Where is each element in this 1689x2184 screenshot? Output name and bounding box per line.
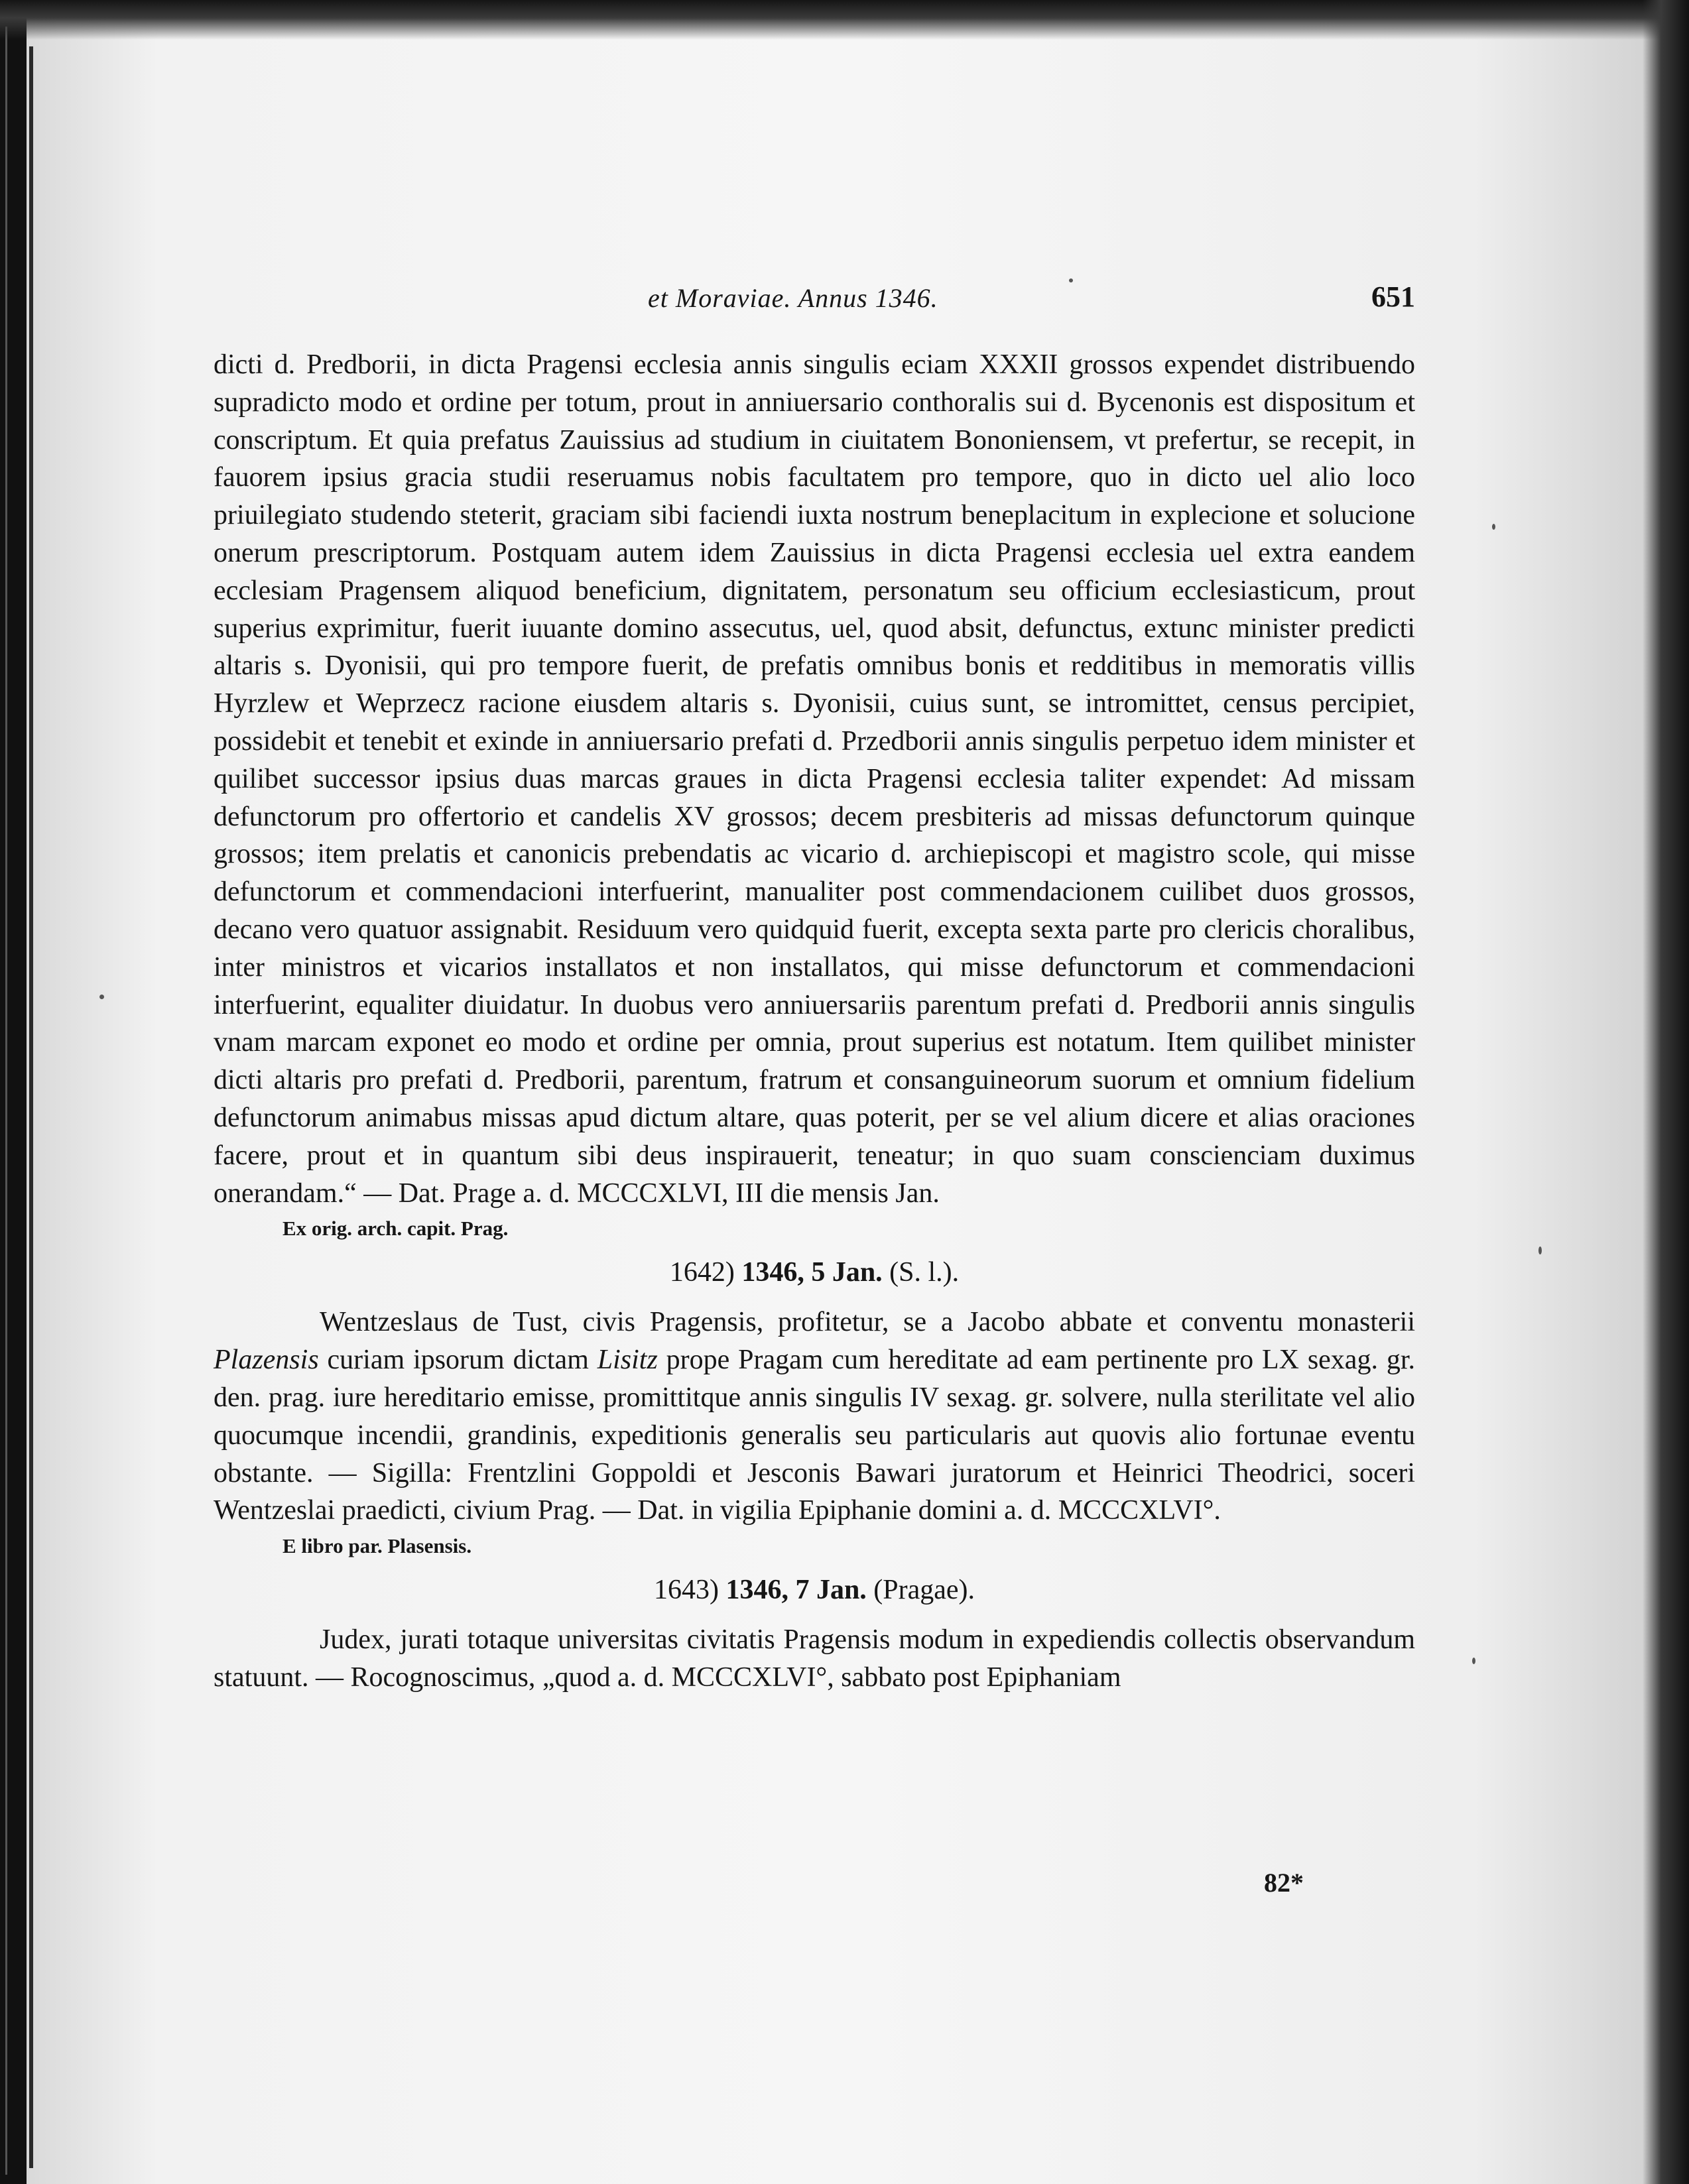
entry-text-part: curiam ipsorum dictam: [318, 1345, 597, 1376]
scan-right-shadow: [1643, 0, 1689, 2184]
running-header: [214, 277, 1415, 317]
italic-name: Plazensis: [214, 1345, 319, 1376]
scan-speck: [1492, 524, 1495, 530]
binding-edge: [29, 46, 33, 2168]
entry-text-1642: [214, 1304, 1415, 1530]
entry-number: 1642): [669, 1257, 735, 1288]
entry-date: 1346, 5 Jan.: [741, 1257, 883, 1288]
scan-speck: [1538, 1246, 1542, 1254]
scan-speck: [99, 995, 104, 999]
entry-text-part: prope Pragam cum hereditate ad eam pertinente pro LX sexag. gr. den. prag. iure hereditario emisse, promittitque annis singulis IV sexag. gr. solvere, nulla sterilitate vel alio quocumque incendii, grandinis, expeditionis generalis seu particularis aut quovis alio fortunae eventu obstante. — Sigilla: Frentzlini Goppoldi et Jesconis Bawari juratorum et Heinrici Theodrici, soceri Wentzeslai praedicti, civium Prag. — Dat. in vigilia Epiphanie domini a. d. MCCCXLVI°.: [214, 1345, 1415, 1526]
signature-mark: 82*: [1264, 1868, 1304, 1898]
entry-date: 1346, 7 Jan.: [725, 1575, 867, 1606]
entry-place: (S. l.).: [889, 1257, 960, 1288]
scan-edge-line: [5, 27, 7, 2175]
entry-number: 1643): [653, 1575, 719, 1606]
entry-heading-1643: [214, 1568, 1415, 1612]
entry-text-1643: Judex, jurati totaque universitas civitatis Pragensis modum in expediendis collectis observandum statuunt. — Rocognoscimus, „quod a. d. MCCCXLVI°, sabbato post Epiphaniam: [214, 1624, 1415, 1693]
scan-speck: [1069, 278, 1073, 282]
entry-text-part: Wentzeslaus de Tust, civis Pragensis, profitetur, se a Jacobo abbate et conventu monasterii: [320, 1307, 1415, 1338]
running-title: et Moraviae. Annus 1346.: [648, 283, 938, 313]
entry-heading-1642: [214, 1250, 1415, 1294]
source-note: E libro par. Plasensis.: [282, 1534, 472, 1558]
page-number: 651: [1371, 280, 1415, 313]
italic-name: Lisitz: [597, 1345, 658, 1376]
page-body: [214, 346, 1415, 1697]
entry-place: (Pragae).: [873, 1575, 975, 1606]
continued-paragraph: dicti d. Predborii, in dicta Pragensi ecclesia annis singulis eciam XXXII grossos expendet distribuendo supradicto modo et ordine per totum, prout in anniuersario conthoralis sui d. Bycenonis est dispositum et conscriptum. Et quia prefatus Zauissius ad studium in ciuitatem Bononiensem, vt prefertur, se recepit, in fauorem ipsius gracia studii reseruamus nobis facultatem pro tempore, quo in dicto uel alio loco priuilegiato studendo steterit, graciam sibi faciendi iuxta nostrum beneplacitum in explecione et solucione onerum prescriptorum. Postquam autem idem Zauissius in dicta Pragensi ecclesia uel extra eandem ecclesiam Pragensem aliquod beneficium, dignitatem, personatum seu officium ecclesiasticum, prout superius exprimitur, fuerit iuuante domino assecutus, uel, quod absit, defunctus, extunc minister predicti altaris s. Dyonisii, qui pro tempore fuerit, de prefatis omnibus bonis et redditibus in memoratis villis Hyrzlew et Weprzecz racione eiusdem altaris s. Dyonisii, cuius sunt, se intromittet, census percipiet, possidebit et tenebit et exinde in anniuersario prefati d. Przedborii annis singulis perpetuo idem minister et quilibet successor ipsius duas marcas graues in dicta Pragensi ecclesia taliter expendet: Ad missam defunctorum pro offertorio et candelis XV grossos; decem presbiteris ad missas defunctorum quinque grossos; item prelatis et canonicis prebendatis ac vicario d. archiepiscopi et magistro scole, qui misse defunctorum et commendacioni interfuerint, manualiter post commendacionem cuilibet duos grossos, decano vero quatuor assignabit. Residuum vero quidquid fuerit, excepta sexta parte pro clericis choralibus, inter ministros et vicarios installatos et non installatos, qui misse defunctorum et commendacioni interfuerint, equaliter diuidatur. In duobus vero anniuersariis parentum prefati d. Predborii annis singulis vnam marcam exponet eo modo et ordine per omnia, prout superius est notatum. Item quilibet minister dicti altaris pro prefati d. Predborii, parentum, fratrum et consanguineorum suorum et omnium fidelium defunctorum animabus missas apud dictum altare, quas poterit, per se vel alium dicere et alias oraciones facere, prout et in quantum sibi deus inspirauerit, teneatur; in quo suam conscienciam duximus onerandam.“ — Dat. Prage a. d. MCCCXLVI, III die mensis Jan.: [214, 349, 1415, 1209]
scan-speck: [1472, 1658, 1475, 1664]
source-note: Ex orig. arch. capit. Prag.: [282, 1217, 509, 1241]
scan-top-shadow: [0, 0, 1689, 40]
